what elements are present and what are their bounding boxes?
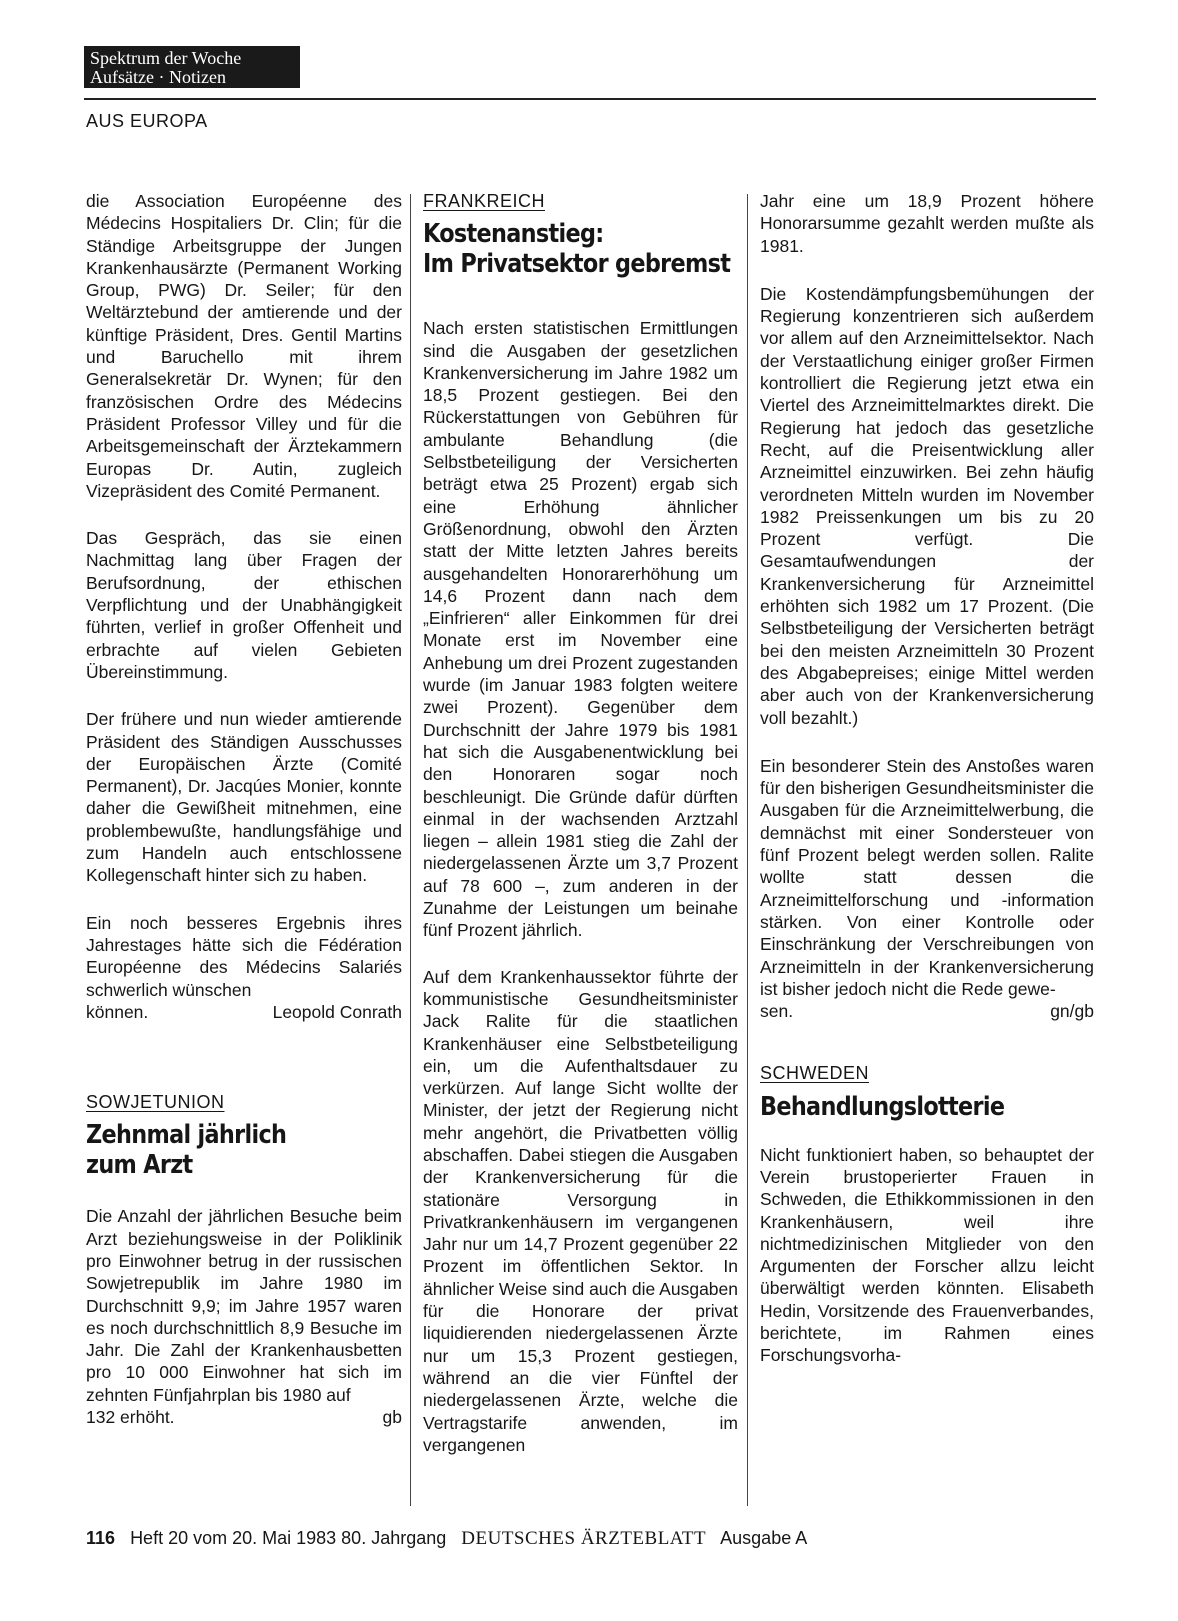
article-headline	[423, 219, 733, 279]
article-paragraph: die Association Européenne des Médecins Hospitaliers Dr. Clin; für die Ständige Arbeitsgruppe der Jungen Krankenhausärzte (Permanent Working Group, PWG) Dr. Seiler; für den Weltärztebund der amtierende und der künftige Präsident, Dres. Gentil Martins und Baruchello mit ihrem Generalsekretär Dr. Wynen; für den französischen Ordre des Médecins Präsident Professor Villey und für die Arbeitsgemeinschaft der Ärztekammern Europas Dr. Autin, zugleich Vizepräsident des Comité Permanent.	[86, 191, 402, 501]
article-paragraph: Auf dem Krankenhaussektor führte der kommunistische Gesundheitsminister Jack Ralite für die staatlichen Krankenhäuser eine Selbstbeteiligung ein, um die Aufenthaltsdauer zu verkürzen. Auf lange Sicht wollte der Minister, der jetzt der Regierung nicht mehr angehört, die Privatbetten völlig abschaffen. Dabei stiegen die Ausgaben der Krankenversicherung für die stationäre Versorgung in Privatkrankenhäusern im vergangenen Jahr nur um 14,7 Prozent gegenüber 22 Prozent im öffentlichen Sektor. In ähnlicher Weise sind auch die Ausgaben für die Honorare der privat liquidierenden niedergelassenen Ärzte nur um 15,3 Prozent gestiegen, während an die vier Fünftel der niedergelassenen Ärzte, welche die Vertragstarife anwenden, im vergangenen	[423, 966, 738, 1455]
column-divider-2	[747, 194, 748, 1506]
section-header-box	[84, 46, 300, 88]
article-headline	[760, 1092, 1070, 1122]
header-box-line2: Aufsätze · Notizen	[90, 67, 226, 87]
last-words: sen.	[760, 1001, 794, 1022]
column-divider-1	[410, 194, 411, 1506]
article-paragraph: Jahr eine um 18,9 Prozent höhere Honorarsumme gezahlt werden mußte als 1981.	[760, 191, 1094, 256]
page-number: 116	[86, 1528, 116, 1548]
article-paragraph: Die Anzahl der jährlichen Besuche beim Arzt beziehungsweise in der Poliklinik pro Einwohner betrug in der russischen Sowjetrepublik im Jahre 1980 im Durchschnitt 9,9; im Jahre 1957 waren es noch durchschnittlich 8,9 Besuche im Jahr. Die Zahl der Krankenhausbetten pro 10 000 Einwohner hat sich im zehnten Fünfjahrplan bis 1980 auf	[86, 1206, 402, 1405]
page-footer	[86, 1528, 807, 1550]
country-label: FRANKREICH	[423, 191, 546, 211]
column-1	[86, 190, 402, 1428]
author-signature: gn/gb	[1050, 1001, 1094, 1022]
journal-name: DEUTSCHES ÄRZTEBLATT	[461, 1528, 707, 1549]
headline-line: Im Privatsektor gebremst	[423, 249, 731, 280]
article-paragraph: Nach ersten statistischen Ermittlungen sind die Ausgaben der gesetzlichen Krankenversicherung im Jahre 1982 um 18,5 Prozent gestiegen. Bei den Rückerstattungen von Gebühren für ambulante Behandlung (die Selbstbeteiligung der Versicherten beträgt etwa 25 Prozent) ergab sich eine Erhöhung ähnlicher Größenordnung, obwohl den Ärzten statt der Mitte letzten Jahres bereits ausgehandelten Honorarerhöhung um 14,6 Prozent dann nach dem „Einfrieren“ aller Einkommen für drei Monate erst im November eine Anhebung um drei Prozent zugestanden wurde (im Januar 1983 folgten weitere zwei Prozent). Gegenüber dem Durchschnitt der Jahre 1979 bis 1981 hat sich die Ausgabenentwicklung bei den Honoraren sogar noch beschleunigt. Die Gründe dafür dürften einmal in der wachsenden Arztzahl liegen – allein 1981 stieg die Zahl der niedergelassenen Ärzte um 3,7 Prozent auf 78 600 –, zum anderen in der Zunahme der Leistungen um beinahe fünf Prozent jährlich.	[423, 318, 738, 941]
signature-line	[86, 1406, 402, 1428]
last-words: können.	[86, 1001, 149, 1022]
author-signature: Leopold Conrath	[272, 1001, 402, 1022]
signature-line	[760, 1000, 1094, 1022]
headline-line: Zehnmal jährlich	[86, 1120, 287, 1151]
article-headline	[86, 1120, 396, 1180]
headline-line: zum Arzt	[86, 1150, 193, 1181]
article-paragraph: Die Kostendämpfungsbemühungen der Regierung konzentrieren sich außerdem vor allem auf den Arzneimittelsektor. Nach der Verstaatlichung einiger großer Firmen kontrolliert die Regierung jetzt etwa ein Viertel des Arzneimittelmarktes direkt. Die Regierung hat jedoch das gesetzliche Recht, auf die Preisentwicklung aller Arzneimittel einzuwirken. Bei zehn häufig verordneten Mitteln wurden im November 1982 Preissenkungen um bis zu 20 Prozent verfügt. Die Gesamtaufwendungen der Krankenversicherung für Arzneimittel erhöhten sich 1982 um 17 Prozent. (Die Selbstbeteiligung der Versicherten beträgt bei den meisten Arzneimitteln 30 Prozent des Abgabepreises; einige Mittel werden aber auch von der Krankenversicherung voll bezahlt.)	[760, 283, 1094, 728]
article-paragraph: Der frühere und nun wieder amtierende Präsident des Ständigen Ausschusses der Europäischen Ärzte (Comité Permanent), Dr. Jacqúes Monier, konnte daher die Gewißheit mitnehmen, eine problembewußte, handlungsfähige und zum Handeln auch entschlossene Kollegenschaft hinter sich zu haben.	[86, 709, 402, 886]
column-3	[760, 190, 1094, 1389]
last-words: 132 erhöht.	[86, 1407, 175, 1428]
author-signature: gb	[382, 1407, 402, 1428]
headline-line: Behandlungslotterie	[760, 1091, 1005, 1122]
header-box-line1: Spektrum der Woche	[90, 48, 242, 68]
article-paragraph: Ein noch besseres Ergebnis ihres Jahrestages hätte sich die Fédération Européenne des Médecins Salariés schwerlich wünschen	[86, 912, 402, 1000]
article-paragraph: Nicht funktioniert haben, so behauptet der Verein brustoperierter Frauen in Schweden, die Ethikkommissionen in den Krankenhäusern, weil ihre nichtmedizinischen Mitglieder von den Argumenten der Forscher allzu leicht überwältigt werden könnten. Elisabeth Hedin, Vorsitzende des Frauenverbandes, berichtete, im Rahmen eines Forschungsvorha-	[760, 1144, 1094, 1366]
signature-line	[86, 1001, 402, 1023]
article-paragraph: Ein besonderer Stein des Anstoßes waren für den bisherigen Gesundheitsminister die Ausgaben für die Arzneimittelwerbung, die demnächst mit einer Sondersteuer von fünf Prozent belegt werden sollen. Ralite wollte statt dessen die Arzneimittelforschung und -information stärken. Von einer Kontrolle oder Einschränkung der Verschreibungen von Arzneimitteln in der Krankenversicherung ist bisher jedoch nicht die Rede gewe-	[760, 755, 1094, 999]
country-label: SOWJETUNION	[86, 1092, 225, 1113]
country-label: SCHWEDEN	[760, 1063, 870, 1084]
article-paragraph: Das Gespräch, das sie einen Nachmittag lang über Fragen der Berufsordnung, der ethischen Verpflichtung und der Unabhängigkeit führten, verlief in großer Offenheit und erbrachte auf vielen Gebieten Übereinstimmung.	[86, 528, 402, 682]
column-2	[423, 190, 738, 1478]
section-label: AUS EUROPA	[86, 111, 208, 131]
headline-line: Kostenanstieg:	[423, 219, 604, 250]
header-rule	[84, 98, 1096, 100]
edition-label: Ausgabe A	[720, 1528, 808, 1548]
issue-info: Heft 20 vom 20. Mai 1983 80. Jahrgang	[130, 1528, 447, 1548]
